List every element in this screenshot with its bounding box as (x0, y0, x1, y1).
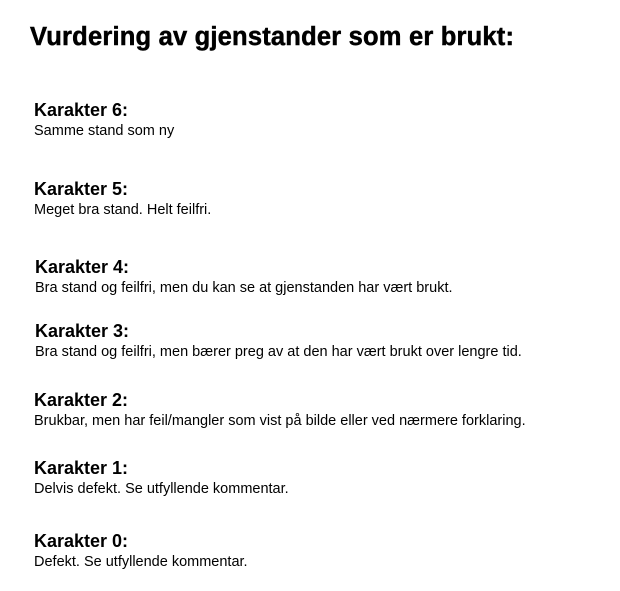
grade-description: Samme stand som ny (34, 123, 175, 139)
grade-block-2 (34, 389, 526, 431)
grade-description: Delvis defekt. Se utfyllende kommentar. (34, 481, 289, 497)
grade-heading: Karakter 0: (34, 531, 129, 551)
grade-block-3 (35, 320, 522, 362)
grade-block-5 (34, 178, 211, 220)
grade-block-6 (34, 99, 174, 141)
grade-heading: Karakter 3: (35, 321, 130, 341)
grade-heading: Karakter 2: (34, 390, 129, 410)
page-title: Vurdering av gjenstander som er brukt: (30, 23, 515, 51)
grade-block-4 (35, 256, 453, 298)
grade-description: Defekt. Se utfyllende kommentar. (34, 554, 248, 570)
grade-description: Bra stand og feilfri, men bærer preg av at den har vært brukt over lengre tid. (35, 344, 522, 360)
grade-heading: Karakter 5: (34, 179, 129, 199)
grade-block-1 (34, 457, 289, 499)
grade-heading: Karakter 4: (35, 257, 130, 277)
grade-description: Brukbar, men har feil/mangler som vist på bilde eller ved nærmere forklaring. (34, 413, 526, 429)
grade-heading: Karakter 1: (34, 458, 129, 478)
grade-description: Bra stand og feilfri, men du kan se at gjenstanden har vært brukt. (35, 280, 453, 296)
grade-description: Meget bra stand. Helt feilfri. (34, 202, 212, 218)
grade-heading: Karakter 6: (34, 100, 129, 120)
grade-block-0 (34, 530, 248, 572)
